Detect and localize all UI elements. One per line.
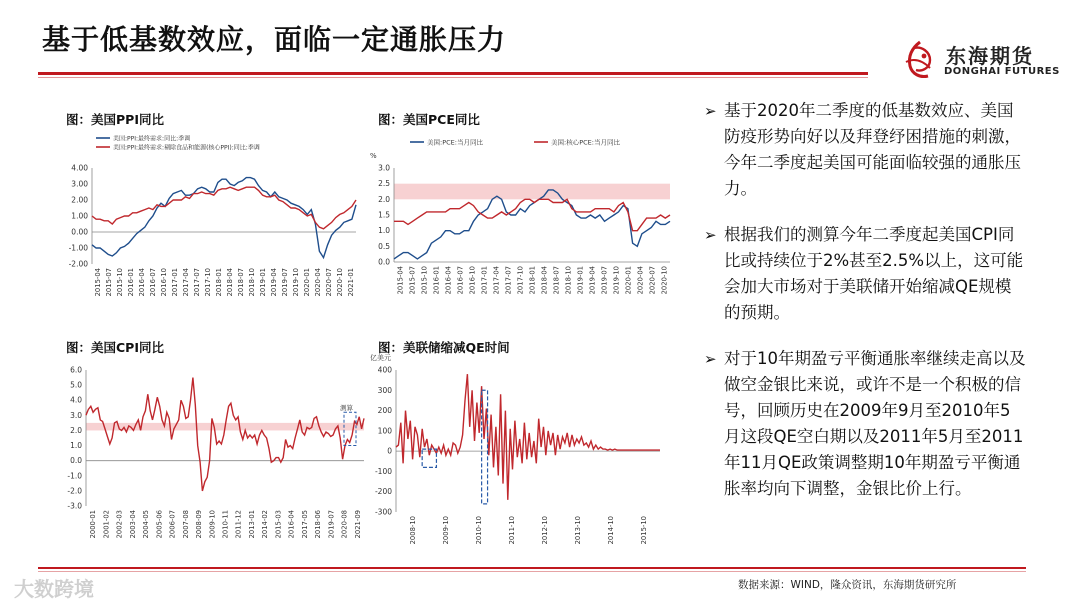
x-tick-label: 2019-07	[327, 510, 336, 539]
x-tick-label: 2020-01	[624, 266, 633, 295]
cpi-chart	[58, 356, 370, 552]
x-tick-label: 2018-01	[528, 266, 537, 295]
y-tick-label: -1.0	[67, 471, 82, 481]
x-tick-label: 2017-04	[182, 268, 190, 297]
x-tick-label: 2015-04	[94, 268, 102, 297]
y-tick-label: 1.5	[378, 210, 390, 220]
logo-chinese-name: 东海期货	[946, 44, 1034, 68]
x-tick-label: 2017-04	[492, 266, 501, 295]
x-tick-label: 2015-04	[396, 266, 405, 295]
x-tick-label: 2018-04	[540, 266, 549, 295]
x-tick-label: 2014-10	[607, 516, 615, 545]
x-tick-label: 2009-10	[442, 516, 450, 545]
qe-chart-title: 图：美联储缩减QE时间	[378, 340, 510, 355]
bullet-item	[704, 222, 1026, 326]
y-tick-label: 2.0	[70, 425, 82, 435]
title-divider-thin	[38, 77, 868, 78]
qe-chart	[366, 352, 676, 552]
x-tick-label: 2008-10	[409, 516, 417, 545]
x-tick-label: 2002-03	[115, 510, 124, 539]
axis-unit-label: 亿美元	[370, 354, 391, 362]
x-tick-label: 2017-01	[480, 266, 489, 295]
x-tick-label: 2003-04	[128, 510, 137, 539]
y-tick-label: 200	[377, 406, 392, 416]
x-tick-label: 2011-12	[234, 510, 243, 539]
x-tick-label: 2006-07	[168, 510, 177, 539]
y-tick-label: -300	[374, 507, 392, 517]
cpi-chart-title: 图：美国CPI同比	[66, 340, 164, 355]
x-tick-label: 2015-07	[408, 266, 417, 295]
x-tick-label: 2019-07	[600, 266, 609, 295]
legend-label: 美国:PPI:最终需求:剔除食品和能源(核心PPI):同比:季调	[113, 144, 260, 152]
x-tick-label: 2016-07	[456, 266, 465, 295]
x-tick-label: 2019-01	[259, 268, 267, 297]
x-tick-label: 2020-04	[636, 266, 645, 295]
x-tick-label: 2020-10	[660, 266, 669, 295]
bullet-item	[704, 346, 1026, 502]
x-tick-label: 2009-10	[208, 510, 217, 539]
y-tick-label: 1.0	[70, 441, 82, 451]
series-line-0	[396, 374, 660, 500]
footer-divider-thin	[38, 571, 1026, 572]
y-tick-label: 1.0	[378, 226, 390, 236]
x-tick-label: 2013-01	[247, 510, 256, 539]
y-tick-label: -1.00	[68, 243, 88, 253]
ppi-chart-title: 图：美国PPI同比	[66, 112, 164, 127]
x-tick-label: 2018-07	[237, 268, 245, 297]
bullet-list	[704, 98, 1026, 522]
x-tick-label: 2012-10	[541, 516, 549, 545]
x-tick-label: 2019-01	[576, 266, 585, 295]
legend-label: 美国:PPI:最终需求:同比:季调	[113, 135, 191, 143]
x-tick-label: 2010-11	[221, 510, 230, 539]
logo-english-name: DONGHAI FUTURES	[944, 66, 1060, 77]
target-range-band	[394, 184, 670, 200]
x-tick-label: 2017-01	[171, 268, 179, 297]
x-tick-label: 2017-07	[504, 266, 513, 295]
x-tick-label: 2018-10	[248, 268, 256, 297]
y-tick-label: 100	[377, 426, 392, 436]
y-tick-label: 3.0	[378, 163, 390, 173]
y-tick-label: 2.5	[378, 179, 390, 189]
y-tick-label: 4.0	[70, 395, 82, 405]
y-tick-label: 3.00	[71, 179, 88, 189]
y-tick-label: 4.00	[71, 163, 88, 173]
ppi-chart	[58, 128, 362, 306]
y-tick-label: -200	[374, 487, 392, 497]
x-tick-label: 2020-10	[336, 268, 344, 297]
x-tick-label: 2017-07	[193, 268, 201, 297]
x-tick-label: 2000-01	[89, 510, 98, 539]
title-divider	[38, 72, 868, 75]
x-tick-label: 2015-10	[420, 266, 429, 295]
y-tick-label: 2.0	[378, 194, 390, 204]
bullet-text: 根据我们的测算今年二季度起美国CPI同比或持续位于2%甚至2.5%以上，这可能会加大市场对于美联储开始缩减QE规模的预期。	[724, 225, 1024, 322]
arrow-bullet-icon: ➢	[704, 226, 717, 244]
series-line-0	[92, 178, 356, 258]
page-title: 基于低基数效应，面临一定通胀压力	[42, 23, 507, 56]
x-tick-label: 2019-10	[292, 268, 300, 297]
y-tick-label: -3.0	[67, 501, 82, 511]
x-tick-label: 2018-01	[215, 268, 223, 297]
x-tick-label: 2005-06	[155, 510, 164, 539]
y-tick-label: 3.0	[70, 410, 82, 420]
x-tick-label: 2021-09	[353, 510, 362, 539]
bullet-text: 基于2020年二季度的低基数效应、美国防疫形势向好以及拜登纾困措施的刺激，今年二季度起美国可能面临较强的通胀压力。	[724, 101, 1021, 198]
x-tick-label: 2016-10	[160, 268, 168, 297]
x-tick-label: 2016-10	[468, 266, 477, 295]
y-tick-label: 0.5	[378, 241, 390, 251]
bullet-text: 对于10年期盈亏平衡通胀率继续走高以及做空金银比来说，或许不是一个积极的信号，回顾历史在2009年9月至2010年5月这段QE空白期以及2011年5月至2011年11月QE政策调整期10年期盈亏平衡通胀率均向下调整，金银比价上行。	[724, 349, 1026, 498]
arrow-bullet-icon: ➢	[704, 102, 717, 120]
x-tick-label: 2016-04	[138, 268, 146, 297]
forecast-annotation: 测算	[340, 404, 353, 412]
x-tick-label: 2016-01	[127, 268, 135, 297]
watermark: 大数跨境	[14, 577, 94, 601]
company-logo	[900, 38, 1060, 86]
x-tick-label: 2016-07	[149, 268, 157, 297]
legend-label: 美国:PCE:当月同比	[427, 138, 483, 147]
y-tick-label: 1.00	[71, 211, 88, 221]
y-tick-label: 0	[387, 446, 392, 456]
x-tick-label: 2007-08	[181, 510, 190, 539]
x-tick-label: 2014-02	[261, 510, 270, 539]
x-tick-label: 2015-10	[640, 516, 648, 545]
y-tick-label: -2.0	[67, 486, 82, 496]
x-tick-label: 2019-04	[588, 266, 597, 295]
x-tick-label: 2016-04	[444, 266, 453, 295]
x-tick-label: 2015-10	[116, 268, 124, 297]
x-tick-label: 2019-07	[281, 268, 289, 297]
series-line-0	[86, 378, 364, 491]
pce-chart	[366, 128, 676, 318]
x-tick-label: 2021-01	[347, 268, 355, 297]
x-tick-label: 2011-10	[508, 516, 516, 545]
x-tick-label: 2013-10	[574, 516, 582, 545]
x-tick-label: 2020-07	[648, 266, 657, 295]
x-tick-label: 2017-05	[300, 510, 309, 539]
x-tick-label: 2018-10	[564, 266, 573, 295]
x-tick-label: 2019-10	[612, 266, 621, 295]
bullet-item	[704, 98, 1026, 202]
x-tick-label: 2020-07	[325, 268, 333, 297]
y-tick-label: 0.00	[71, 227, 88, 237]
x-tick-label: 2020-01	[303, 268, 311, 297]
x-tick-label: 2018-06	[314, 510, 323, 539]
data-source-note: 数据来源：WIND，隆众资讯，东海期货研究所	[738, 579, 957, 591]
series-line-1	[92, 187, 356, 229]
pce-chart-title: 图：美国PCE同比	[378, 112, 480, 127]
x-tick-label: 2018-07	[552, 266, 561, 295]
x-tick-label: 2004-05	[142, 510, 151, 539]
x-tick-label: 2018-04	[226, 268, 234, 297]
x-tick-label: 2016-01	[432, 266, 441, 295]
x-tick-label: 2020-08	[340, 510, 349, 539]
x-tick-label: 2020-04	[314, 268, 322, 297]
y-tick-label: 6.0	[70, 365, 82, 375]
arrow-bullet-icon: ➢	[704, 350, 717, 368]
y-tick-label: 300	[377, 385, 392, 395]
x-tick-label: 2017-10	[516, 266, 525, 295]
x-tick-label: 2015-07	[105, 268, 113, 297]
footer-divider	[38, 567, 1026, 569]
legend-label: 美国:核心PCE:当月同比	[551, 138, 620, 147]
x-tick-label: 2008-09	[195, 510, 204, 539]
y-tick-label: 2.00	[71, 195, 88, 205]
y-tick-label: 5.0	[70, 380, 82, 390]
y-tick-label: 0.0	[70, 456, 82, 466]
y-tick-label: -100	[374, 466, 392, 476]
x-tick-label: 2016-04	[287, 510, 296, 539]
y-tick-label: 400	[377, 365, 392, 375]
x-tick-label: 2017-10	[204, 268, 212, 297]
x-tick-label: 2010-10	[475, 516, 483, 545]
x-tick-label: 2001-02	[102, 510, 111, 539]
x-tick-label: 2019-04	[270, 268, 278, 297]
y-tick-label: 0.0	[378, 257, 390, 267]
donghai-logo-icon	[900, 38, 940, 84]
x-tick-label: 2015-03	[274, 510, 283, 539]
y-tick-label: -2.00	[68, 259, 88, 269]
axis-unit-label: %	[370, 152, 377, 160]
